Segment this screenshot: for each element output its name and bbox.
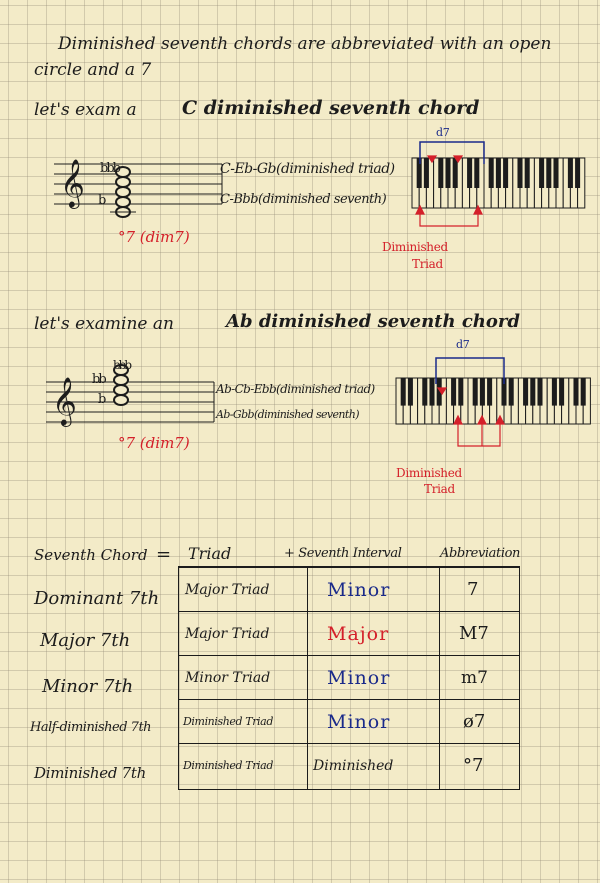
section-c-prefix: let's exam a — [34, 100, 137, 120]
row-name-dominant: Dominant 7th — [34, 588, 160, 609]
cell-abbr: ø7 — [463, 711, 486, 732]
cell-interval: Major — [327, 623, 390, 645]
table-row — [179, 743, 519, 787]
table-row — [179, 611, 519, 655]
cell-abbr: m7 — [461, 668, 488, 688]
triad-label-c-2: Triad — [412, 257, 443, 271]
triad-label-ab-1: Diminished — [396, 466, 462, 480]
section-ab-line-2: Ab-Gbb(diminished seventh) — [216, 408, 359, 421]
section-c-title: C diminished seventh chord — [182, 97, 480, 119]
formula-triad: Triad — [188, 544, 232, 563]
cell-abbr: 7 — [467, 579, 479, 600]
cell-interval: Minor — [327, 667, 391, 689]
section-c-line-1-wrap — [220, 158, 395, 178]
section-ab-line-1: Ab-Cb-Ebb(diminished triad) — [216, 382, 375, 396]
treble-clef-icon-ab: 𝄞 — [52, 376, 77, 425]
cell-triad: Minor Triad — [185, 670, 271, 686]
formula-abbreviation: Abbreviation — [440, 546, 520, 561]
triad-label-ab-2: Triad — [424, 482, 455, 496]
table-row — [179, 567, 519, 611]
cell-interval: Diminished — [313, 758, 394, 774]
accidental-low-ab: b — [98, 392, 107, 407]
note-head — [114, 385, 128, 395]
cell-abbr: °7 — [463, 755, 484, 776]
cell-triad: Diminished Triad — [183, 759, 273, 772]
red-arrows-c — [412, 148, 588, 228]
intro-line-2: circle and a 7 — [34, 60, 152, 80]
note-head — [116, 177, 130, 187]
section-ab-line-1-wrap — [216, 378, 375, 397]
symbol-ab: °7 (dim7) — [118, 434, 190, 452]
note-head — [116, 197, 130, 207]
cell-interval: Minor — [327, 579, 391, 601]
section-c-line-2-wrap — [220, 188, 386, 207]
formula-seventh-chord: Seventh Chord — [34, 546, 148, 564]
cell-abbr: M7 — [459, 623, 489, 644]
treble-clef-icon-c: 𝄞 — [60, 158, 85, 207]
triad-label-c-1: Diminished — [382, 240, 448, 254]
section-c-line-2: C-Bbb(diminished seventh) — [220, 192, 387, 207]
accidental-low-c: b — [98, 193, 107, 208]
table-row — [179, 655, 519, 699]
row-name-diminished: Diminished 7th — [34, 764, 146, 782]
note-head — [114, 375, 128, 385]
section-ab-prefix: let's examine an — [34, 314, 174, 334]
note-head — [116, 187, 130, 197]
formula-equals: = — [156, 544, 172, 565]
section-c-line-1: C-Eb-Gb(diminished triad) — [220, 161, 395, 177]
row-name-half-diminished: Half-diminished 7th — [30, 720, 152, 735]
row-name-major: Major 7th — [40, 630, 131, 651]
seventh-chord-table — [178, 566, 520, 790]
accidentals-left-ab: bb — [92, 372, 105, 387]
section-ab-line-2-wrap — [216, 403, 359, 422]
cell-triad: Diminished Triad — [183, 715, 273, 728]
cell-triad: Major Triad — [185, 626, 270, 642]
accidentals-c: bbb — [100, 161, 119, 176]
cell-interval: Minor — [327, 711, 391, 733]
table-row — [179, 699, 519, 743]
intro-line-1: Diminished seventh chords are abbreviated with an open — [58, 34, 552, 54]
keyboard-label-c: d7 — [436, 126, 450, 139]
row-name-minor: Minor 7th — [42, 676, 134, 697]
keyboard-label-ab: d7 — [456, 338, 470, 351]
accidentals-top-ab: bbb — [113, 358, 131, 372]
cell-triad: Major Triad — [185, 582, 270, 598]
symbol-c: °7 (dim7) — [118, 228, 190, 246]
red-arrows-ab — [396, 376, 592, 456]
formula-interval: + Seventh Interval — [284, 546, 402, 561]
section-ab-title: Ab diminished seventh chord — [226, 311, 520, 332]
note-head — [114, 395, 128, 405]
